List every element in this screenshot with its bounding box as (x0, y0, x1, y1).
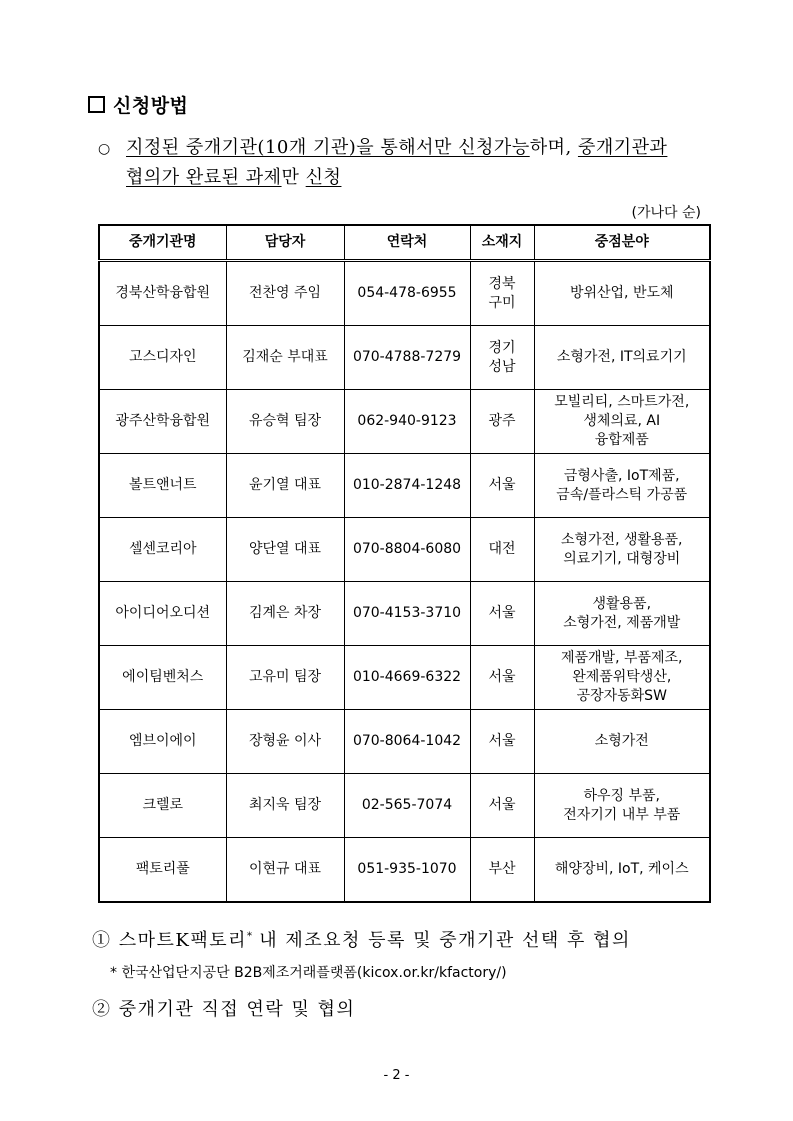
cell-org-name: 광주산학융합원 (99, 390, 226, 454)
section-heading-text: 신청방법 (113, 95, 189, 117)
step-1-text: ① 스마트K팩토리 (92, 930, 247, 951)
cell-phone: 070-4153-3710 (344, 582, 470, 646)
header-org-name: 중개기관명 (99, 225, 226, 261)
cell-location: 부산 (470, 838, 534, 903)
cell-focus-area: 소형가전, IT의료기기 (534, 326, 710, 390)
page-number: - 2 - (383, 1068, 410, 1083)
section-heading (88, 91, 188, 118)
cell-focus-area: 제품개발, 부품제조, 완제품위탁생산, 공장자동화SW (534, 646, 710, 710)
cell-focus-area: 방위산업, 반도체 (534, 261, 710, 326)
step-2: ② 중개기관 직접 연락 및 협의 (92, 999, 356, 1020)
cell-location: 경북 구미 (470, 261, 534, 326)
bullet-line-2-part1: 협의가 완료된 과제 (126, 167, 282, 188)
cell-focus-area: 생활용품, 소형가전, 제품개발 (534, 582, 710, 646)
bullet-line-2-part2: 만 (281, 167, 306, 188)
cell-phone: 051-935-1070 (344, 838, 470, 903)
cell-focus-area: 하우징 부품, 전자기기 내부 부품 (534, 774, 710, 838)
step-1 (92, 926, 631, 952)
cell-focus-area: 해양장비, IoT, 케이스 (534, 838, 710, 903)
checkbox-square-icon (88, 96, 105, 113)
cell-phone: 070-8804-6080 (344, 518, 470, 582)
cell-phone: 054-478-6955 (344, 261, 470, 326)
cell-contact-person: 양단열 대표 (226, 518, 344, 582)
cell-phone: 02-565-7074 (344, 774, 470, 838)
cell-focus-area: 모빌리티, 스마트가전, 생체의료, AI 융합제품 (534, 390, 710, 454)
cell-phone: 070-8064-1042 (344, 710, 470, 774)
cell-org-name: 엠브이에이 (99, 710, 226, 774)
cell-contact-person: 최지욱 팀장 (226, 774, 344, 838)
bullet-line-1-part2: 하며, (529, 137, 578, 158)
bullet-line-2 (126, 163, 341, 189)
table-row (99, 646, 710, 710)
order-note: (가나다 순) (631, 205, 701, 221)
bullet-line-1 (98, 133, 667, 159)
cell-org-name: 경북산학융합원 (99, 261, 226, 326)
cell-focus-area: 금형사출, IoT제품, 금속/플라스틱 가공품 (534, 454, 710, 518)
cell-contact-person: 이현규 대표 (226, 838, 344, 903)
bullet-line-1-part3: 중개기관과 (577, 137, 668, 158)
cell-org-name: 고스디자인 (99, 326, 226, 390)
cell-location: 서울 (470, 582, 534, 646)
table-row (99, 454, 710, 518)
cell-org-name: 크렐로 (99, 774, 226, 838)
cell-contact-person: 윤기열 대표 (226, 454, 344, 518)
cell-org-name: 에이팀벤처스 (99, 646, 226, 710)
cell-location: 서울 (470, 454, 534, 518)
table-row (99, 838, 710, 903)
header-phone: 연락처 (344, 225, 470, 261)
cell-contact-person: 전찬영 주임 (226, 261, 344, 326)
intermediary-table (98, 224, 711, 903)
table-row (99, 710, 710, 774)
table-row (99, 261, 710, 326)
table-row (99, 390, 710, 454)
cell-location: 서울 (470, 646, 534, 710)
cell-org-name: 팩토리풀 (99, 838, 226, 903)
cell-contact-person: 장형윤 이사 (226, 710, 344, 774)
cell-location: 대전 (470, 518, 534, 582)
cell-location: 광주 (470, 390, 534, 454)
cell-contact-person: 김재순 부대표 (226, 326, 344, 390)
bullet-line-2-part3: 신청 (305, 167, 342, 188)
header-location: 소재지 (470, 225, 534, 261)
cell-org-name: 볼트앤너트 (99, 454, 226, 518)
cell-contact-person: 고유미 팀장 (226, 646, 344, 710)
step-1-rest: 내 제조요청 등록 및 중개기관 선택 후 협의 (252, 930, 631, 951)
cell-focus-area: 소형가전, 생활용품, 의료기기, 대형장비 (534, 518, 710, 582)
bullet-line-1-part1: 지정된 중개기관(10개 기관)을 통해서만 신청가능 (126, 137, 530, 158)
footnote: * 한국산업단지공단 B2B제조거래플랫폼(kicox.or.kr/kfactory/) (110, 965, 507, 981)
header-contact-person: 담당자 (226, 225, 344, 261)
cell-location: 서울 (470, 710, 534, 774)
circle-bullet-icon: ○ (98, 141, 111, 157)
cell-location: 경기 성남 (470, 326, 534, 390)
cell-phone: 070-4788-7279 (344, 326, 470, 390)
cell-contact-person: 유승혁 팀장 (226, 390, 344, 454)
table-row (99, 582, 710, 646)
table-row (99, 518, 710, 582)
table-header-row (99, 225, 710, 261)
cell-contact-person: 김계은 차장 (226, 582, 344, 646)
step-1-footnote-mark: * (247, 931, 252, 942)
header-focus-area: 중점분야 (534, 225, 710, 261)
cell-phone: 010-4669-6322 (344, 646, 470, 710)
cell-phone: 010-2874-1248 (344, 454, 470, 518)
table-row (99, 774, 710, 838)
cell-phone: 062-940-9123 (344, 390, 470, 454)
table-row (99, 326, 710, 390)
cell-location: 서울 (470, 774, 534, 838)
cell-org-name: 아이디어오디션 (99, 582, 226, 646)
cell-focus-area: 소형가전 (534, 710, 710, 774)
cell-org-name: 셀센코리아 (99, 518, 226, 582)
